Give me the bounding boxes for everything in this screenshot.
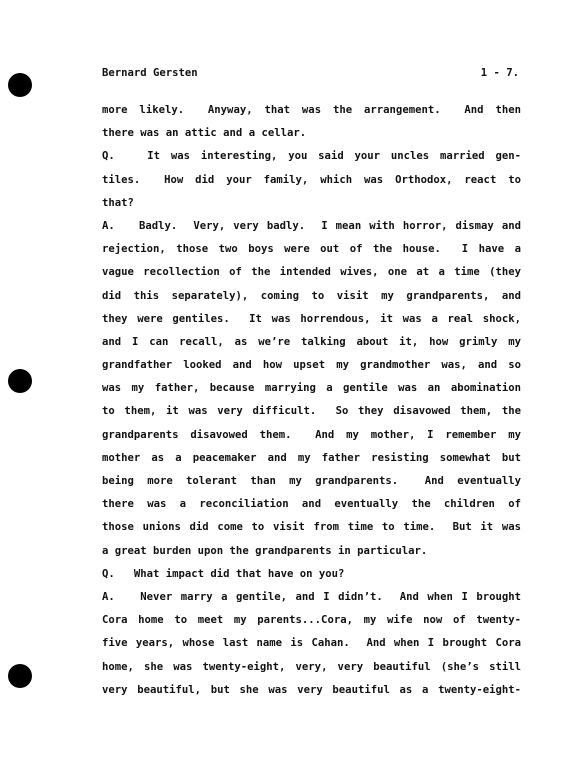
transcript-line: Cora home to meet my parents...Cora, my wife now of twenty- [102, 614, 521, 627]
transcript-line: and I can recall, as we’re talking about it, how grimly my [102, 335, 521, 348]
transcript-line: home, she was twenty-eight, very, very beautiful (she’s still [102, 660, 521, 673]
transcript-line: Q. What impact did that have on you? [102, 567, 345, 580]
transcript-line: did this separately), coming to visit my grandparents, and [102, 289, 521, 302]
transcript-line: grandparents disavowed them. And my mother, I remember my [102, 428, 521, 441]
transcript-line: they were gentiles. It was horrendous, it was a real shock, [102, 312, 521, 325]
punch-hole-top [8, 73, 32, 97]
transcript-line: to them, it was very difficult. So they disavowed them, the [102, 405, 521, 418]
transcript-line: there was an attic and a cellar. [102, 127, 307, 140]
transcript-line: rejection, those two boys were out of the house. I have a [102, 243, 521, 256]
transcript-line: there was a reconciliation and eventually the children of [102, 498, 521, 511]
punch-hole-middle [8, 369, 32, 393]
transcript-line: a great burden upon the grandparents in particular. [102, 544, 428, 557]
transcript-line: tiles. How did your family, which was Orthodox, react to [102, 173, 521, 186]
transcript-line: that? [102, 196, 134, 209]
transcript-line: being more tolerant than my grandparents. And eventually [102, 475, 521, 487]
header-author: Bernard Gersten [102, 67, 198, 79]
transcript-line: very beautiful, but she was very beautiful as a twenty-eight- [102, 683, 521, 696]
transcript-line: A. Badly. Very, very badly. I mean with horror, dismay and [102, 219, 521, 232]
transcript-line: grandfather looked and how upset my grandmother was, and so [102, 359, 521, 372]
header-page-number: 1 - 7. [480, 67, 519, 79]
page-header [102, 67, 519, 83]
transcript-line: those unions did come to visit from time to time. But it was [102, 521, 521, 534]
transcript-line: was my father, because marrying a gentile was an abomination [102, 382, 521, 395]
punch-hole-bottom [8, 664, 32, 688]
transcript-line: more likely. Anyway, that was the arrangement. And then [102, 104, 521, 116]
transcript-line: Q. It was interesting, you said your uncles married gen- [102, 150, 521, 163]
transcript-line: vague recollection of the intended wives, one at a time (they [102, 266, 521, 279]
transcript-line: five years, whose last name is Cahan. And when I brought Cora [102, 637, 521, 650]
transcript-body [102, 99, 521, 702]
transcript-line: mother as a peacemaker and my father resisting somewhat but [102, 451, 521, 464]
transcript-line: A. Never marry a gentile, and I didn’t. And when I brought [102, 590, 521, 603]
